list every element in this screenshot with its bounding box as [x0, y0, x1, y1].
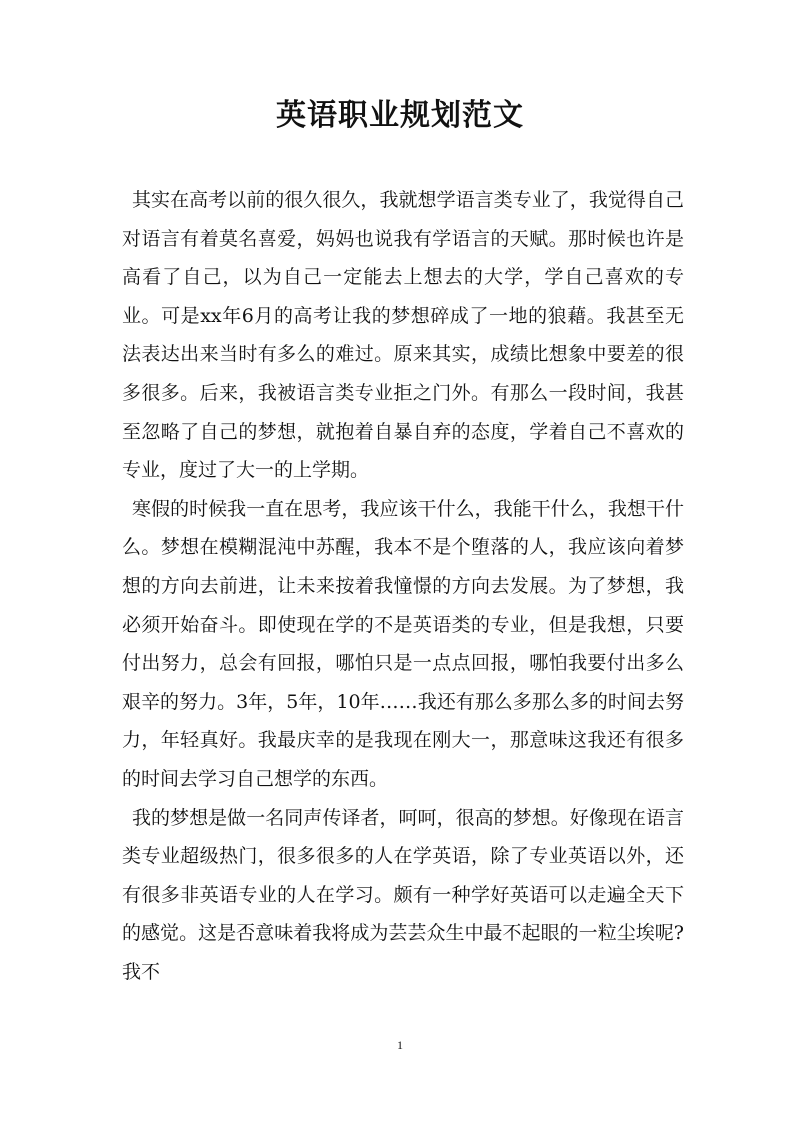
paragraph-3: 我的梦想是做一名同声传译者，呵呵，很高的梦想。好像现在语言类专业超级热门，很多很多的人在学英语，除了专业英语以外，还有很多非英语专业的人在学习。颇有一种学好英语可以走遍全天下的感觉。这是否意味着我将成为芸芸众生中最不起眼的一粒尘埃呢?我不: [122, 806, 684, 983]
paragraph-1: 其实在高考以前的很久很久，我就想学语言类专业了，我觉得自己对语言有着莫名喜爱，妈妈也说我有学语言的天赋。那时候也许是高看了自己，以为自己一定能去上想去的大学，学自己喜欢的专业。可是xx年6月的高考让我的梦想碎成了一地的狼藉。我甚至无法表达出来当时有多么的难过。原来其实，成绩比想象中要差的很多很多。后来，我被语言类专业拒之门外。有那么一段时间，我甚至忽略了自己的梦想，就抱着自暴自弃的态度，学着自己不喜欢的专业，度过了大一的上学期。: [122, 189, 684, 482]
paragraph-2: 寒假的时候我一直在思考，我应该干什么，我能干什么，我想干什么。梦想在模糊混沌中苏醒，我本不是个堕落的人，我应该向着梦想的方向去前进，让未来按着我憧憬的方向去发展。为了梦想，我必须开始奋斗。即使现在学的不是英语类的专业，但是我想，只要付出努力，总会有回报，哪怕只是一点点回报，哪怕我要付出多么艰辛的努力。3年，5年，10年……我还有那么多那么多的时间去努力，年轻真好。我最庆幸的是我现在刚大一，那意味这我还有很多的时间去学习自己想学的东西。: [122, 497, 684, 790]
document-title: 英语职业规划范文: [276, 98, 524, 133]
page-number: 1: [397, 1038, 403, 1052]
document-body: [122, 181, 684, 991]
